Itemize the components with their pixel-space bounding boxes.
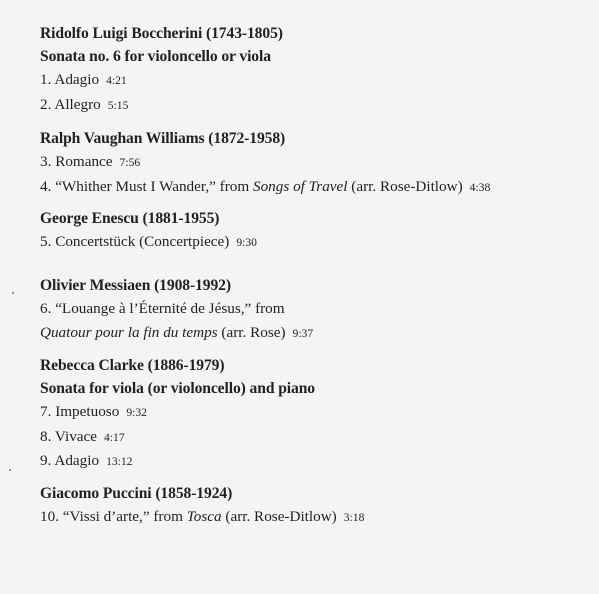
track-arrangement: (arr. Rose-Ditlow): [347, 177, 463, 195]
track-item: [40, 449, 315, 474]
track-title: 6. “Louange à l’Éternité de Jésus,” from: [40, 300, 285, 317]
track-title: 2. Allegro: [40, 95, 101, 113]
track-duration: 9:30: [236, 236, 257, 249]
track-item: [40, 230, 257, 255]
track-title: 4. “Whither Must I Wander,” from: [40, 177, 253, 195]
track-title: 8. Vivace: [40, 427, 98, 445]
track-item-continuation: [40, 321, 313, 346]
composer-heading: Ridolfo Luigi Boccherini (1743-1805): [40, 25, 283, 42]
section-clarke: [40, 354, 315, 474]
track-item: [40, 297, 313, 321]
composer-heading: Giacomo Puccini (1858-1924): [40, 485, 233, 502]
track-title: 5. Concertstück (Concertpiece): [40, 233, 230, 250]
track-item: [40, 505, 364, 530]
section-messiaen: [40, 274, 313, 345]
track-title: 7. Impetuoso: [40, 403, 120, 420]
composer-heading: Olivier Messiaen (1908-1992): [40, 277, 231, 294]
composer-heading: George Enescu (1881-1955): [40, 210, 220, 227]
track-item: [40, 150, 490, 175]
section-boccherini: [40, 22, 283, 117]
track-duration: 13:12: [106, 455, 133, 468]
track-arrangement: (arr. Rose): [217, 323, 286, 341]
track-duration: 7:56: [119, 156, 141, 169]
track-source-title: Songs of Travel: [252, 177, 348, 195]
track-item: [40, 175, 490, 200]
track-title: 9. Adagio: [40, 452, 100, 469]
track-duration: 4:21: [106, 74, 127, 87]
scan-speck: [12, 292, 14, 294]
track-title: 1. Adagio: [40, 71, 100, 88]
composer-heading: Ralph Vaughan Williams (1872-1958): [40, 130, 286, 147]
track-item: [40, 400, 315, 425]
section-puccini: [40, 482, 364, 530]
track-item: [40, 93, 283, 118]
track-duration: 4:17: [104, 430, 125, 444]
track-arrangement: (arr. Rose-Ditlow): [221, 508, 337, 525]
track-duration: 5:15: [107, 98, 129, 112]
scan-speck: [9, 469, 11, 471]
work-title: Sonata no. 6 for violoncello or viola: [40, 48, 271, 65]
track-duration: 4:38: [469, 180, 491, 194]
section-enescu: [40, 207, 257, 255]
track-duration: 9:32: [126, 406, 147, 419]
track-source-title: Tosca: [186, 508, 222, 525]
track-item: [40, 68, 283, 93]
track-item: [40, 425, 315, 450]
track-title: 10. “Vissi d’arte,” from: [40, 508, 187, 525]
track-duration: 9:37: [292, 326, 314, 340]
composer-heading: Rebecca Clarke (1886-1979): [40, 357, 225, 374]
track-source-title: Quatour pour la fin du temps: [40, 323, 218, 341]
track-duration: 3:18: [343, 511, 365, 524]
work-title: Sonata for viola (or violoncello) and piano: [40, 380, 315, 397]
section-vaughan-williams: [40, 127, 490, 199]
track-title: 3. Romance: [40, 153, 113, 170]
